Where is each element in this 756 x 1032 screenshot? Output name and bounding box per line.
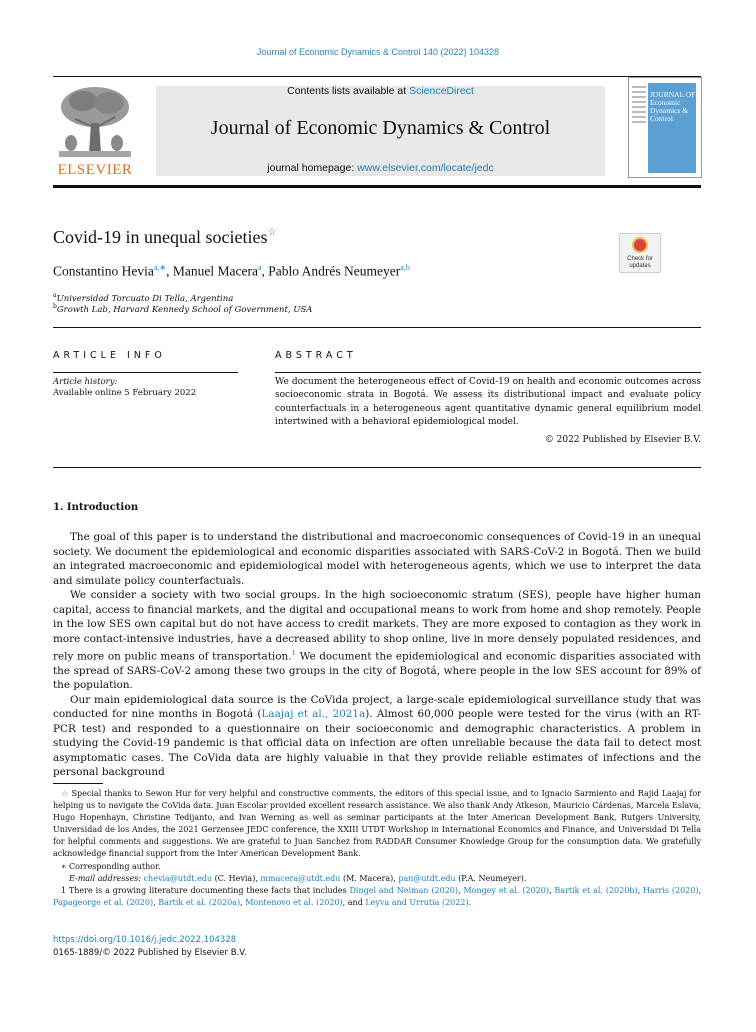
check-updates-label: Check for updates — [627, 256, 653, 269]
footnote-mark: ∗ — [61, 861, 67, 871]
footnote-text: Corresponding author. — [66, 861, 161, 871]
paragraph: The goal of this paper is to understand the distributional and macroeconomic consequences of Covid-19 in an unequal society. We document the epidemiological and economic disparities associated with SARS-CoV-2 in Bogotá. Then we build an integrated macroeconomic and epidemiological model with heterogeneous agents, which we use to interpret the data and simulate policy counterfactuals. — [53, 531, 701, 587]
paragraph-text: We consider a society with two social groups. In the high socioeconomic stratum (SES), people have higher human capital, access to financial markets, and the digital and occupational means to work from home and shop remotely. People in the low SES own capital but do not have access to credit markets. They are more exposed to contagion as they work in more contact-intensive industries, have a decreased ability to shop online, live in more densely populated residences, and rely more on public means of transportation. — [53, 589, 701, 663]
author-list: Constantino Hevia$^{a,∗}$, Manuel Macera$^a$, Pablo Andrés Neumeyer$^{a,b}$ — [53, 263, 410, 279]
elsevier-wordmark: ELSEVIER — [57, 162, 133, 178]
section-heading: 1. Introduction — [53, 502, 139, 513]
email-link[interactable]: pan@utdt.edu — [398, 873, 456, 883]
homepage-link[interactable]: www.elsevier.com/locate/jedc — [357, 162, 494, 174]
masthead-bottom-rule — [53, 185, 701, 188]
affiliation-text: Universidad Torcuato Di Tella, Argentina — [56, 293, 234, 304]
reference-link[interactable]: Mongey et al. (2020) — [463, 885, 549, 895]
journal-name: Journal of Economic Dynamics & Control — [210, 117, 551, 139]
footnote-1: 1 There is a growing literature documenting these facts that includes Dingel and Neiman (2020), Mongey et al. (2020), Bartik et al. (2020b), Harris (2020), Papageorge et al. (2020), Bartik et al. (2020a), Montenovo et al. (2020), and Leyva and Urrutia (2022). — [53, 885, 702, 907]
divider — [53, 467, 701, 468]
issn-line: 0165-1889/© 2022 Published by Elsevier B.V. — [53, 947, 247, 958]
email-label: E-mail addresses: — [69, 873, 144, 883]
email-owner: (C. Hevia), — [212, 873, 261, 883]
paper-title — [53, 227, 276, 248]
divider — [53, 327, 701, 328]
footnote-star: ☆ — [61, 789, 69, 798]
doi-block — [53, 934, 247, 959]
check-for-updates-button[interactable] — [619, 233, 661, 273]
paragraph-text: ). Almost 60,000 people were tested for the virus (with an RT-PCR test) and responded to a questionnaire on their socioeconomic and demographic characteristics. A problem in studying the Covid-19 pandemic is that official data on infection are often unreliable because the data fail to detect most asymptomatic cases. The CoVida data are highly valuable in that they provide reliable estimates of infections and the personal background — [53, 708, 702, 779]
author-affil-sup[interactable]: a — [257, 263, 262, 272]
abstract-rule — [275, 372, 701, 373]
contents-prefix: Contents lists available at — [287, 85, 410, 97]
author-affil-sup[interactable]: a,∗ — [153, 263, 167, 272]
journal-citation[interactable]: Journal of Economic Dynamics & Control 140 (2022) 104328 — [256, 47, 500, 57]
abstract-text: We document the heterogeneous effect of Covid-19 on health and economic outcomes across socioeconomic strata in Bogotá. We assess its distributional impact and evaluate policy counterfactuals in a heterogeneous agent quantitative dynamic general equilibrium model intertwined with a behavioral epidemiological model. — [275, 377, 701, 428]
reference-link[interactable]: Harris (2020) — [642, 885, 699, 895]
reference-link[interactable]: Papageorge et al. (2020) — [53, 897, 154, 907]
affiliation-mark: b — [53, 303, 57, 310]
footnote-text: . — [468, 897, 472, 907]
author-affil-sup[interactable]: a,b — [400, 263, 410, 272]
abstract-heading: ABSTRACT — [275, 350, 357, 361]
cover-title: JOURNAL OF Economic Dynamics & Control — [650, 90, 696, 123]
paragraph — [53, 693, 701, 780]
footnote-mark: 1 — [61, 885, 67, 895]
title-text: Covid-19 in unequal societies — [53, 227, 268, 247]
paragraph-text: We document the epidemiological and economic disparities associated with the spread of SARS-CoV-2 among these two groups in the city of Bogotá, where people in the low SES account for 89% of the population. — [53, 650, 701, 692]
email-link[interactable]: chevia@utdt.edu — [143, 873, 213, 883]
elsevier-tree-icon — [55, 83, 135, 161]
author-name[interactable]: Pablo Andrés Neumeyer — [268, 263, 401, 279]
check-updates-icon — [632, 237, 648, 253]
footnote-text: and — [347, 897, 366, 907]
reference-link[interactable]: Bartik et al. (2020b) — [554, 885, 638, 895]
author-name[interactable]: Manuel Macera — [172, 263, 258, 279]
footnote-text: Special thanks to Sewon Hur for very helpful and constructive comments, the editors of this special issue, and to Ignacio Sarmiento and Rajid Laajaj for helping us to navigate the CoVida data. Juan Escolar provided excellent research assistance. We also thank Andy Atkeson, Mauricio Cárdenas, Marcela Eslava, Hugo Hopenhayn, Christine Tedijanto, and Ivan Werning as well as seminar participants at the Inter American Development Bank, Rutgers University, Universidad de los Andes, the 2021 Gerzensee JEDC conference, the XXIII UTDT Workshop in International Economics and Finance, and Universidad Di Tella for helpful comments and suggestions. We are grateful to Juan Sanchez from RADDAR Consumer Knowledge Group for the consumption data. We gratefully acknowledge financial support from the Inter American Development Bank. — [53, 789, 701, 859]
affiliation-text: Growth Lab, Harvard Kennedy School of Government, USA — [56, 304, 313, 315]
affiliation — [53, 303, 312, 315]
footnote-text: There is a growing literature documenting these facts that includes — [66, 885, 350, 895]
cover-decoration — [632, 86, 646, 126]
reference-link[interactable]: Leyva and Urrutia (2022) — [365, 897, 469, 907]
footnote-ref[interactable]: 1 — [291, 649, 296, 657]
body-text — [53, 530, 701, 780]
reference-link[interactable]: Dingel and Neiman (2020) — [349, 885, 459, 895]
footnote-rule — [53, 783, 103, 784]
reference-link[interactable]: Bartik et al. (2020a) — [158, 897, 241, 907]
masthead-top-rule — [53, 76, 701, 77]
article-info-rule — [53, 372, 238, 373]
email-owner: (M. Macera), — [340, 873, 399, 883]
footnote-acknowledgment — [53, 788, 701, 861]
abstract-copyright: © 2022 Published by Elsevier B.V. — [544, 435, 701, 445]
paragraph — [53, 588, 701, 693]
affiliation-mark: a — [53, 292, 57, 299]
footnote-emails — [53, 873, 701, 885]
article-history-label: Article history: — [53, 377, 118, 387]
email-owner: (P.A. Neumeyer). — [455, 873, 527, 883]
homepage-prefix: journal homepage: — [267, 162, 358, 174]
sciencedirect-link[interactable]: ScienceDirect — [409, 85, 474, 97]
citation-link[interactable]: Laajaj et al., 2021a — [261, 708, 366, 721]
author-name[interactable]: Constantino Hevia — [53, 263, 154, 279]
article-info-heading: ARTICLE INFO — [53, 350, 166, 361]
journal-cover-thumbnail[interactable] — [628, 77, 702, 178]
footnotes — [53, 788, 701, 909]
article-history-value: Available online 5 February 2022 — [53, 388, 197, 398]
title-footnote-star[interactable]: ☆ — [267, 227, 277, 238]
footnote-corresponding — [53, 861, 701, 873]
paragraph-text: Our main epidemiological data source is the CoVida project, a large-scale epidemiological surveillance study that was conducted for nine months in Bogotá ( — [53, 693, 701, 721]
doi-link[interactable]: https://doi.org/10.1016/j.jedc.2022.104328 — [53, 935, 237, 945]
email-link[interactable]: mmacera@utdt.edu — [260, 873, 341, 883]
homepage-line — [156, 162, 605, 174]
contents-line — [156, 85, 605, 97]
elsevier-logo — [53, 83, 137, 178]
reference-link[interactable]: Montenovo et al. (2020) — [245, 897, 343, 907]
